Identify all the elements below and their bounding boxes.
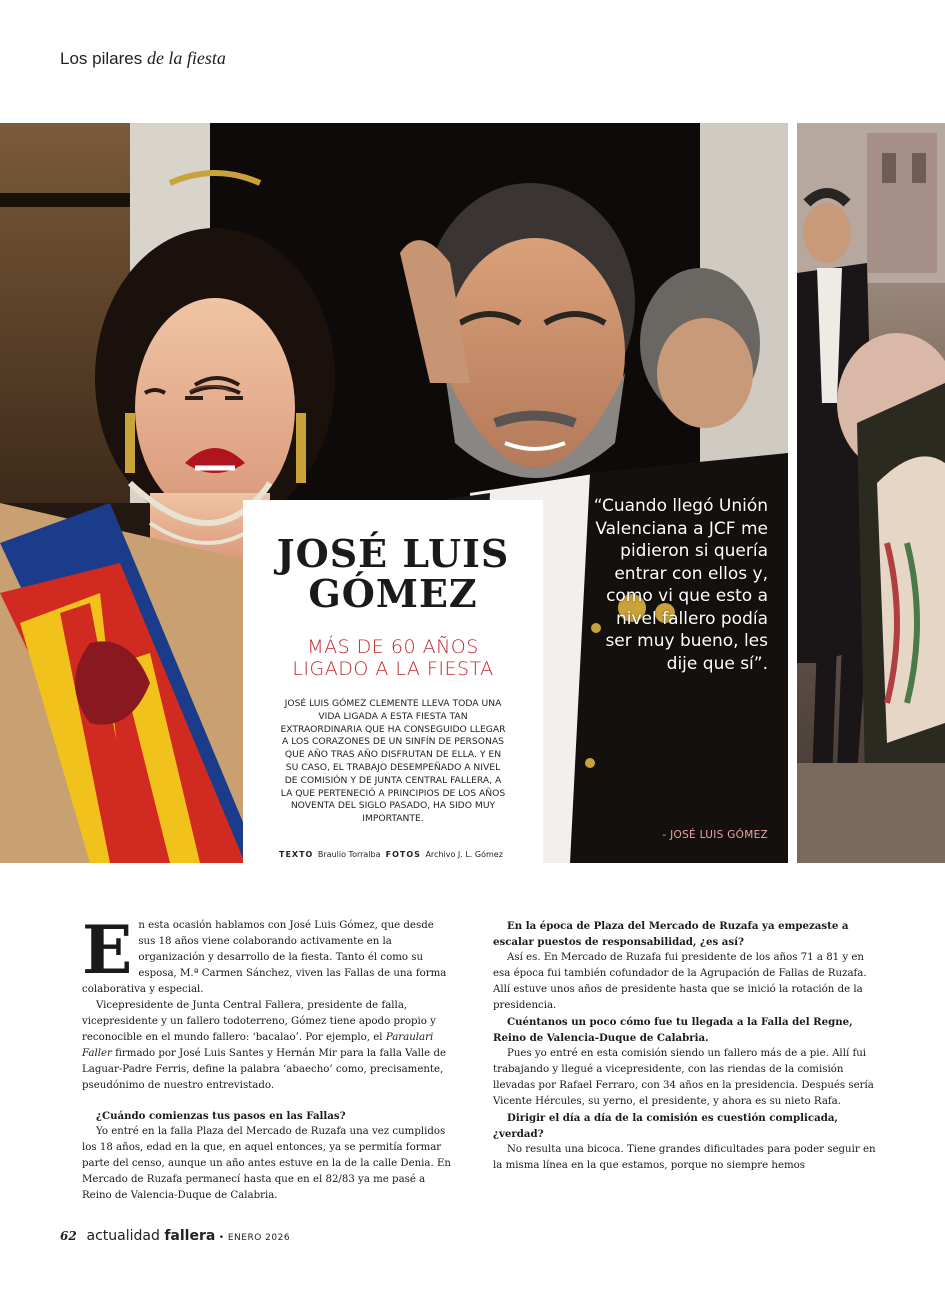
article-title-line1: JOSÉ LUIS xyxy=(276,531,510,576)
title-box xyxy=(243,500,543,863)
credit-text-author: Braulio Torralba xyxy=(317,850,381,859)
article-subtitle xyxy=(243,636,543,680)
issue-date: • ENERO 2026 xyxy=(215,1233,291,1243)
page-number: 62 xyxy=(60,1229,77,1243)
credit-photo-author: Archivo J. L. Gómez xyxy=(425,850,503,859)
body-column-left xyxy=(82,911,452,1204)
article-credits xyxy=(279,850,503,859)
body-column-right xyxy=(493,918,878,1174)
answer: Así es. En Mercado de Ruzafa fui presidente de los años 71 a 81 y en esa época fui también cofundador de la Agrupación de Fallas de Ruzafa. Allí estuve unos años de presidente hasta que se inició la rotación de la presidencia. xyxy=(493,952,867,1011)
section-header-plain: Los pilares xyxy=(60,49,147,68)
question: Cuéntanos un poco cómo fue tu llegada a la Falla del Regne, Reino de Valencia-Duque de Calabria. xyxy=(493,1016,853,1044)
page-footer xyxy=(60,1228,290,1244)
article-title-line2: GÓMEZ xyxy=(308,571,478,616)
paragraph-italic: Paraulari Faller xyxy=(82,1032,434,1059)
paragraph-part: firmado por José Luis Santes y Hernán Mir para la falla Valle de Laguar-Padre Ferris, define la palabra ‘abaecho’ como, precisamente, pseudónimo de nuestro entrevistado. xyxy=(82,1048,446,1091)
paragraph: n esta ocasión hablamos con José Luis Gómez, que desde sus 18 años viene colaborando activamente en la organización y desarrollo de la fiesta. Tanto él como su esposa, M.ª Carmen Sánchez, viven las Fallas de una forma colaborativa y especial. xyxy=(82,920,447,995)
paragraph xyxy=(82,998,452,1094)
pull-quote: “Cuando llegó Unión Valenciana a JCF me pidieron si quería entrar con ellos y, como vi que esto a nivel fallero podía ser muy bueno, les dije que sí”. xyxy=(593,496,768,674)
magazine-name-bold: fallera xyxy=(164,1228,216,1244)
drop-cap: E xyxy=(82,911,133,989)
paragraph-part: Vicepresidente de Junta Central Fallera, presidente de falla, vicepresidente y un fallero todoterreno, Gómez tiene apodo propio y reconocible en el mundo fallero: ‘bacalao’. Por ejemplo, el xyxy=(82,1000,436,1043)
magazine-name xyxy=(87,1228,216,1244)
question: En la época de Plaza del Mercado de Ruzafa ya empezaste a escalar puestos de responsabilidad, ¿es así? xyxy=(493,920,849,948)
section-header xyxy=(60,48,226,69)
section-header-italic: de la fiesta xyxy=(146,48,226,68)
answer: Pues yo entré en esta comisión siendo un fallero más de a pie. Allí fui trabajando y llegué a vicepresidente, con las riendas de la comisión llevadas por Rafael Ferraro, con 34 años en la presidencia. Después sería Vicente Hércules, su yerno, el presidente, y ahora es su nieto Rafa. xyxy=(493,1048,874,1107)
article-title xyxy=(243,531,543,616)
question: Dirigir el día a día de la comisión es cuestión complicada, ¿verdad? xyxy=(493,1112,838,1140)
credit-text-label: TEXTO xyxy=(279,850,314,859)
credit-photo-label: FOTOS xyxy=(385,850,421,859)
magazine-name-plain: actualidad xyxy=(86,1228,165,1244)
question: ¿Cuándo comienzas tus pasos en las Fallas? xyxy=(96,1110,346,1122)
side-photo xyxy=(797,123,945,863)
answer: No resulta una bicoca. Tiene grandes dificultades para poder seguir en la misma línea en la que estamos, porque no siempre hemos xyxy=(493,1144,876,1171)
article-subtitle-line2: LIGADO A LA FIESTA xyxy=(292,658,494,680)
answer: Yo entré en la falla Plaza del Mercado de Ruzafa una vez cumplidos los 18 años, edad en la que, en aquel entonces, ya se permitía formar parte del censo, aunque un año antes estuve en la de la calle Denia. En Mercado de Ruzafa permanecí hasta que en el 82/83 ya me pasé a Reino de Valencia-Duque de Calabria. xyxy=(82,1126,451,1201)
article-subtitle-line1: MÁS DE 60 AÑOS xyxy=(307,636,479,658)
pull-quote-author: - JOSÉ LUIS GÓMEZ xyxy=(662,829,768,841)
article-intro: JOSÉ LUIS GÓMEZ CLEMENTE LLEVA TODA UNA VIDA LIGADA A ESTA FIESTA TAN EXTRAORDINARIA QUE HA CONSEGUIDO LLEGAR A LOS CORAZONES DE UN SINFÍN DE PERSONAS QUE AÑO TRAS AÑO DISFRUTAN DE ELLA. Y EN SU CASO, EL TRABAJO DESEMPEÑADO A NIVEL DE COMISIÓN Y DE JUNTA CENTRAL FALLERA, A LA QUE PERTENECIÓ A PRINCIPIOS DE LOS AÑOS NOVENTA DEL SIGLO PASADO, HA SIDO MUY IMPORTANTE. xyxy=(280,698,506,825)
